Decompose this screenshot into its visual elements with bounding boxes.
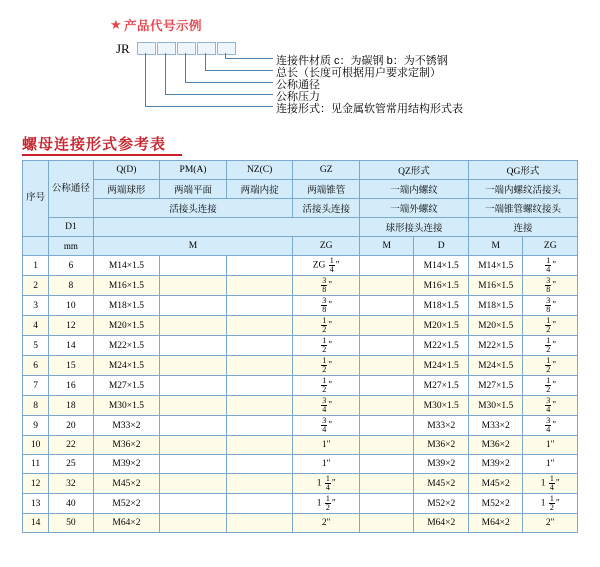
cell-pm — [160, 296, 227, 316]
header-blank — [93, 218, 359, 237]
cell-qg-zg: $\frac{1}{2}$ " — [523, 376, 578, 396]
header-sub-qg: 一端内螺纹活接头 — [468, 180, 577, 199]
cell-seq: 1 — [23, 256, 49, 276]
cell-q: M16×1.5 — [93, 276, 160, 296]
table-row — [23, 316, 578, 336]
code-box-3 — [177, 42, 196, 55]
cell-pm — [160, 316, 227, 336]
cell-nz — [226, 416, 293, 436]
nut-connection-table — [22, 160, 578, 533]
cell-qz-d: M30×1.5 — [414, 396, 468, 416]
cell-dn: 10 — [49, 296, 93, 316]
cell-seq: 8 — [23, 396, 49, 416]
cell-qg-zg: $\frac{1}{2}$ " — [523, 316, 578, 336]
cell-qg-m: M39×2 — [468, 455, 522, 474]
cell-qz-m — [360, 474, 414, 494]
cell-gz: 1" — [293, 436, 360, 455]
header-unit-m: M — [93, 237, 293, 256]
table-row — [23, 296, 578, 316]
cell-gz: 2" — [293, 514, 360, 533]
cell-q: M18×1.5 — [93, 296, 160, 316]
cell-qg-zg: 1 $\frac{1}{4}$ " — [523, 474, 578, 494]
legend-label-4: 连接形式：见金属软管常用结构形式表 — [276, 103, 463, 115]
cell-qz-m — [360, 514, 414, 533]
cell-nz — [226, 436, 293, 455]
code-box-5 — [217, 42, 236, 55]
cell-qg-m: M36×2 — [468, 436, 522, 455]
cell-pm — [160, 256, 227, 276]
cell-dn: 16 — [49, 376, 93, 396]
cell-q: M33×2 — [93, 416, 160, 436]
cell-qg-zg: $\frac{3}{8}$ " — [523, 296, 578, 316]
cell-q: M14×1.5 — [93, 256, 160, 276]
cell-dn: 32 — [49, 474, 93, 494]
header-sub-pm: 两端平面 — [160, 180, 227, 199]
cell-dn: 25 — [49, 455, 93, 474]
cell-q: M22×1.5 — [93, 336, 160, 356]
header-row-2 — [23, 180, 578, 199]
cell-nz — [226, 316, 293, 336]
cell-qg-zg: $\frac{3}{8}$ " — [523, 276, 578, 296]
leader-line-3-h — [185, 82, 273, 83]
cell-qg-m: M14×1.5 — [468, 256, 522, 276]
cell-nz — [226, 296, 293, 316]
header-row3-qg: 一端锥管螺纹接头 — [468, 199, 577, 218]
cell-gz: $\frac{3}{8}$ " — [293, 296, 360, 316]
table-row — [23, 474, 578, 494]
cell-q: M52×2 — [93, 494, 160, 514]
cell-qz-m — [360, 296, 414, 316]
cell-dn: 6 — [49, 256, 93, 276]
header-sub-q: 两端球形 — [93, 180, 160, 199]
cell-nz — [226, 276, 293, 296]
cell-qz-m — [360, 416, 414, 436]
table-head — [23, 161, 578, 256]
table-row — [23, 276, 578, 296]
cell-qz-d: M22×1.5 — [414, 336, 468, 356]
cell-qg-m: M16×1.5 — [468, 276, 522, 296]
cell-qz-d: M52×2 — [414, 494, 468, 514]
header-row4-qg: 连接 — [468, 218, 577, 237]
cell-qz-d: M14×1.5 — [414, 256, 468, 276]
cell-nz — [226, 494, 293, 514]
cell-gz: $\frac{3}{4}$ " — [293, 396, 360, 416]
cell-dn: 8 — [49, 276, 93, 296]
legend-label-2: 公称通径 — [276, 79, 320, 91]
cell-pm — [160, 356, 227, 376]
header-unit-qz-m: M — [360, 237, 414, 256]
header-row3-gz: 活接头连接 — [293, 199, 360, 218]
cell-qz-d: M64×2 — [414, 514, 468, 533]
cell-qg-zg: 1" — [523, 436, 578, 455]
cell-qg-m: M27×1.5 — [468, 376, 522, 396]
cell-seq: 13 — [23, 494, 49, 514]
cell-seq: 9 — [23, 416, 49, 436]
header-row-units — [23, 237, 578, 256]
legend-title: 产品代号示例 — [124, 19, 203, 33]
cell-q: M27×1.5 — [93, 376, 160, 396]
section-title: 螺母连接形式参考表 — [22, 136, 167, 153]
cell-qg-zg: $\frac{1}{2}$ " — [523, 356, 578, 376]
cell-dn: 14 — [49, 336, 93, 356]
header-unit-mm: mm — [49, 237, 93, 256]
cell-qz-d: M18×1.5 — [414, 296, 468, 316]
header-unit-qg-m: M — [468, 237, 522, 256]
cell-qg-m: M18×1.5 — [468, 296, 522, 316]
header-group-pm: PM(A) — [160, 161, 227, 180]
cell-seq: 14 — [23, 514, 49, 533]
table-row — [23, 256, 578, 276]
cell-seq: 4 — [23, 316, 49, 336]
header-d1: D1 — [49, 218, 93, 237]
cell-dn: 18 — [49, 396, 93, 416]
cell-qz-m — [360, 276, 414, 296]
table-row — [23, 416, 578, 436]
cell-qz-m — [360, 396, 414, 416]
legend-label-0: 连接件材质 c：为碳钢 b：为不锈钢 — [276, 55, 448, 67]
cell-seq: 12 — [23, 474, 49, 494]
cell-qz-m — [360, 336, 414, 356]
cell-nz — [226, 396, 293, 416]
header-unit-zg: ZG — [293, 237, 360, 256]
leader-line-2-v — [205, 53, 206, 70]
cell-qg-m: M33×2 — [468, 416, 522, 436]
header-row3-qz: 一端外螺纹 — [360, 199, 469, 218]
leader-line-4-v — [165, 53, 166, 94]
cell-qz-m — [360, 356, 414, 376]
cell-gz: 1" — [293, 455, 360, 474]
cell-qz-d: M27×1.5 — [414, 376, 468, 396]
title-underline — [22, 154, 182, 156]
table-row — [23, 396, 578, 416]
cell-q: M20×1.5 — [93, 316, 160, 336]
cell-q: M64×2 — [93, 514, 160, 533]
leader-line-3-v — [185, 53, 186, 82]
table-row — [23, 494, 578, 514]
cell-nz — [226, 376, 293, 396]
cell-gz: 1 $\frac{1}{4}$ " — [293, 474, 360, 494]
cell-seq: 2 — [23, 276, 49, 296]
header-group-qz: QZ形式 — [360, 161, 469, 180]
cell-gz: $\frac{3}{4}$ " — [293, 416, 360, 436]
cell-qz-m — [360, 256, 414, 276]
cell-seq: 11 — [23, 455, 49, 474]
cell-qg-m: M24×1.5 — [468, 356, 522, 376]
leader-line-5-v — [145, 53, 146, 106]
cell-qg-m: M22×1.5 — [468, 336, 522, 356]
cell-qg-m: M45×2 — [468, 474, 522, 494]
star-icon: ★ — [110, 17, 122, 32]
cell-seq: 3 — [23, 296, 49, 316]
cell-gz: $\frac{3}{8}$ " — [293, 276, 360, 296]
cell-pm — [160, 474, 227, 494]
cell-dn: 15 — [49, 356, 93, 376]
header-sub-gz: 两端锥管 — [293, 180, 360, 199]
table-row — [23, 514, 578, 533]
cell-qg-zg: $\frac{1}{4}$ " — [523, 256, 578, 276]
header-unit-qz-d: D — [414, 237, 468, 256]
cell-qz-d: M45×2 — [414, 474, 468, 494]
cell-pm — [160, 494, 227, 514]
cell-qg-zg: 1 $\frac{1}{2}$ " — [523, 494, 578, 514]
cell-q: M30×1.5 — [93, 396, 160, 416]
cell-qz-m — [360, 436, 414, 455]
nut-connection-table-wrap — [22, 160, 578, 533]
cell-pm — [160, 416, 227, 436]
header-row-1 — [23, 161, 578, 180]
header-group-q: Q(D) — [93, 161, 160, 180]
header-row-3 — [23, 199, 578, 218]
cell-q: M24×1.5 — [93, 356, 160, 376]
cell-qg-m: M30×1.5 — [468, 396, 522, 416]
cell-qg-zg: $\frac{1}{2}$ " — [523, 336, 578, 356]
cell-nz — [226, 336, 293, 356]
cell-nz — [226, 256, 293, 276]
cell-seq: 5 — [23, 336, 49, 356]
header-group-gz: GZ — [293, 161, 360, 180]
header-row3-left: 活接头连接 — [93, 199, 293, 218]
legend-prefix: JR — [116, 41, 130, 56]
leader-line-5-h — [145, 106, 273, 107]
header-seq: 序号 — [23, 161, 49, 237]
header-row4-qz: 球形接头连接 — [360, 218, 469, 237]
cell-qg-zg: $\frac{3}{4}$ " — [523, 416, 578, 436]
header-row-4 — [23, 218, 578, 237]
legend-label-3: 公称压力 — [276, 91, 320, 103]
header-group-qg: QG形式 — [468, 161, 577, 180]
cell-pm — [160, 396, 227, 416]
cell-dn: 12 — [49, 316, 93, 336]
cell-nz — [226, 514, 293, 533]
cell-q: M39×2 — [93, 455, 160, 474]
cell-pm — [160, 376, 227, 396]
header-dn: 公称通径 — [49, 161, 93, 218]
leader-line-1-h — [225, 58, 273, 59]
cell-qg-zg: 2" — [523, 514, 578, 533]
cell-gz: $\frac{1}{2}$ " — [293, 316, 360, 336]
cell-qg-zg: $\frac{3}{4}$ " — [523, 396, 578, 416]
cell-qz-d: M33×2 — [414, 416, 468, 436]
cell-qz-d: M24×1.5 — [414, 356, 468, 376]
header-unit-seq — [23, 237, 49, 256]
product-code-legend — [0, 0, 600, 130]
code-box-4 — [197, 42, 216, 55]
cell-nz — [226, 356, 293, 376]
cell-qz-d: M16×1.5 — [414, 276, 468, 296]
table-row — [23, 376, 578, 396]
cell-seq: 6 — [23, 356, 49, 376]
cell-pm — [160, 514, 227, 533]
cell-nz — [226, 455, 293, 474]
cell-qz-d: M36×2 — [414, 436, 468, 455]
cell-seq: 7 — [23, 376, 49, 396]
code-box-2 — [157, 42, 176, 55]
cell-nz — [226, 474, 293, 494]
cell-gz: 1 $\frac{1}{2}$ " — [293, 494, 360, 514]
cell-gz: $\frac{1}{2}$ " — [293, 376, 360, 396]
code-box-1 — [137, 42, 156, 55]
table-row — [23, 356, 578, 376]
cell-gz: $\frac{1}{2}$ " — [293, 356, 360, 376]
cell-qz-d: M39×2 — [414, 455, 468, 474]
cell-dn: 40 — [49, 494, 93, 514]
cell-gz: $\frac{1}{2}$ " — [293, 336, 360, 356]
cell-q: M45×2 — [93, 474, 160, 494]
cell-qz-m — [360, 455, 414, 474]
cell-gz: ZG $\frac{1}{4}$ " — [293, 256, 360, 276]
cell-dn: 50 — [49, 514, 93, 533]
cell-qz-m — [360, 494, 414, 514]
cell-dn: 22 — [49, 436, 93, 455]
leader-line-2-h — [205, 70, 273, 71]
cell-qz-d: M20×1.5 — [414, 316, 468, 336]
cell-pm — [160, 455, 227, 474]
cell-pm — [160, 336, 227, 356]
cell-qg-m: M52×2 — [468, 494, 522, 514]
cell-dn: 20 — [49, 416, 93, 436]
table-body — [23, 256, 578, 533]
cell-qg-m: M20×1.5 — [468, 316, 522, 336]
cell-qz-m — [360, 316, 414, 336]
cell-pm — [160, 276, 227, 296]
cell-qg-m: M64×2 — [468, 514, 522, 533]
table-row — [23, 436, 578, 455]
cell-qz-m — [360, 376, 414, 396]
header-unit-qg-zg: ZG — [523, 237, 578, 256]
header-sub-qz: 一端内螺纹 — [360, 180, 469, 199]
leader-line-4-h — [165, 94, 273, 95]
cell-q: M36×2 — [93, 436, 160, 455]
table-row — [23, 336, 578, 356]
header-group-nz: NZ(C) — [226, 161, 293, 180]
cell-seq: 10 — [23, 436, 49, 455]
legend-label-1: 总长（长度可根据用户要求定制） — [276, 67, 441, 79]
cell-pm — [160, 436, 227, 455]
table-row — [23, 455, 578, 474]
header-sub-nz: 两端内掟 — [226, 180, 293, 199]
cell-qg-zg: 1" — [523, 455, 578, 474]
